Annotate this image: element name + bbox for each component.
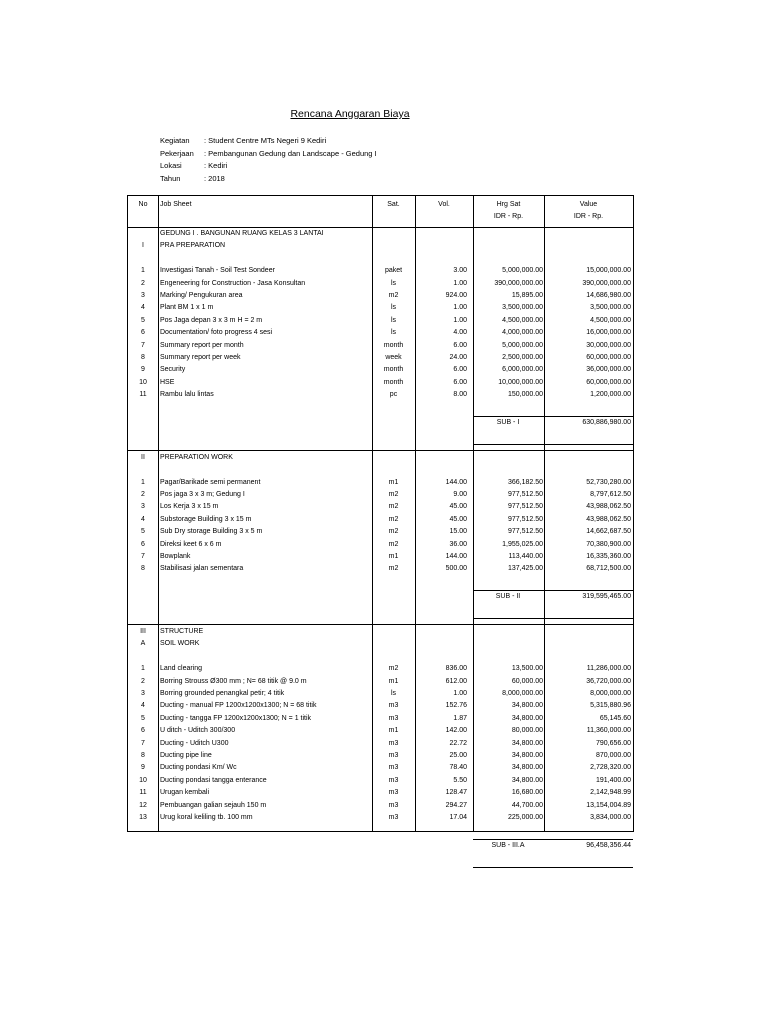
item-unit: m3 <box>388 752 399 759</box>
item-number: 2 <box>141 491 145 498</box>
item-unit: m1 <box>388 727 399 735</box>
item-unit: paket <box>384 267 403 275</box>
item-unit-price: 34,800.00 <box>511 752 543 759</box>
item-unit-price: 366,182.50 <box>507 478 543 486</box>
item-description: Land clearing <box>160 665 203 673</box>
section-title: SOIL WORK <box>160 640 200 648</box>
item-volume: 1.00 <box>453 690 467 697</box>
item-volume: 36.00 <box>449 540 467 548</box>
item-unit-price: 225,000.00 <box>507 814 543 821</box>
section-divider <box>128 450 633 451</box>
item-unit: ls <box>390 329 397 337</box>
section-title: STRUCTURE <box>160 628 204 635</box>
info-key: Pekerjaan <box>160 148 194 158</box>
info-row <box>160 148 377 161</box>
item-description: Pos Jaga depan 3 x 3 m H = 2 m <box>160 316 263 324</box>
section-divider <box>128 624 633 625</box>
item-unit: m1 <box>388 478 399 486</box>
item-description: Borring grounded penangkal petir; 4 titik <box>160 690 285 697</box>
subtotal-divider <box>473 867 633 868</box>
info-value: : Student Centre MTs Negeri 9 Kediri <box>204 136 327 145</box>
item-volume: 25.00 <box>449 752 467 759</box>
subtotal-label: SUB - I <box>496 419 520 426</box>
item-unit: m3 <box>388 814 399 821</box>
item-number: 5 <box>141 316 145 324</box>
item-value: 3,500,000.00 <box>590 304 631 312</box>
subtotal-value: 319,595,465.00 <box>582 593 631 601</box>
info-key: Lokasi <box>160 161 182 170</box>
section-heading-row <box>128 626 633 638</box>
subtotal-label: SUB - III.A <box>491 841 525 849</box>
item-description: Ducting pondasi tangga enterance <box>160 776 267 784</box>
item-unit-price: 977,512.50 <box>507 491 543 498</box>
item-value: 4,500,000.00 <box>590 316 631 324</box>
item-unit: m2 <box>388 503 399 511</box>
item-number: 1 <box>141 665 145 673</box>
item-volume: 5.50 <box>453 776 467 784</box>
item-volume: 4.00 <box>453 329 467 337</box>
item-unit: m2 <box>388 515 399 523</box>
table-row <box>128 812 633 824</box>
item-unit-price: 15,895.00 <box>511 292 543 299</box>
item-number: 4 <box>141 515 145 523</box>
item-value: 43,988,062.50 <box>586 515 631 523</box>
item-value: 8,000,000.00 <box>590 690 631 697</box>
item-value: 16,000,000.00 <box>586 329 631 337</box>
item-unit-price: 10,000,000.00 <box>498 378 543 386</box>
item-value: 11,360,000.00 <box>586 727 631 735</box>
item-unit-price: 34,800.00 <box>511 702 543 710</box>
item-unit-price: 34,800.00 <box>511 714 543 722</box>
item-unit-price: 4,500,000.00 <box>502 316 543 324</box>
item-description: Borring Strouss Ø300 mm ; N= 68 titik @ 9.0 m <box>160 677 307 685</box>
info-row <box>160 160 377 173</box>
subtotal-row <box>128 417 633 429</box>
item-volume: 45.00 <box>449 503 467 511</box>
item-description: U ditch - Uditch 300/300 <box>160 727 236 735</box>
table-row <box>128 526 633 538</box>
item-unit: m3 <box>388 776 399 784</box>
item-description: HSE <box>160 378 175 386</box>
item-number: 12 <box>139 801 147 809</box>
item-unit-price: 977,512.50 <box>507 503 543 511</box>
project-info <box>160 135 377 185</box>
item-number: 3 <box>141 292 145 299</box>
info-value: : Kediri <box>204 161 228 170</box>
item-description: Summary report per month <box>160 341 244 349</box>
info-row <box>160 173 377 186</box>
item-volume: 152.76 <box>445 702 467 710</box>
item-value: 13,154,004.89 <box>586 801 631 809</box>
item-value: 16,335,360.00 <box>586 553 631 560</box>
item-unit-price: 16,680.00 <box>511 789 543 797</box>
item-description: Summary report per week <box>160 354 241 361</box>
item-number: 9 <box>141 366 145 374</box>
section-title: GEDUNG I . BANGUNAN RUANG KELAS 3 LANTAI <box>160 230 324 237</box>
item-unit: m3 <box>388 714 399 722</box>
item-volume: 1.87 <box>453 714 467 722</box>
item-unit-price: 34,800.00 <box>511 764 543 772</box>
table-row <box>128 377 633 389</box>
item-unit-price: 2,500,000.00 <box>502 354 543 361</box>
item-number: 11 <box>139 391 147 399</box>
table-row <box>128 725 633 737</box>
table-row <box>128 477 633 489</box>
item-volume: 1.00 <box>453 304 467 312</box>
item-volume: 45.00 <box>449 515 467 523</box>
item-unit-price: 137,425.00 <box>507 565 543 573</box>
item-value: 390,000,000.00 <box>582 279 631 287</box>
table-row <box>128 514 633 526</box>
item-unit: month <box>383 378 404 386</box>
item-description: Investigasi Tanah - Soil Test Sondeer <box>160 267 275 275</box>
item-volume: 144.00 <box>445 553 467 560</box>
item-volume: 6.00 <box>453 378 467 386</box>
item-number: 2 <box>141 279 145 287</box>
item-value: 30,000,000.00 <box>586 341 631 349</box>
subtotal-value: 630,886,980.00 <box>582 419 631 426</box>
item-value: 60,000,000.00 <box>586 354 631 361</box>
document-title: Rencana Anggaran Biaya <box>290 108 410 120</box>
table-row <box>128 352 633 364</box>
item-volume: 15.00 <box>449 528 467 536</box>
subtotal-value: 96,458,356.44 <box>586 841 631 849</box>
item-value: 3,834,000.00 <box>590 814 631 821</box>
table-row <box>128 700 633 712</box>
subtotal-divider <box>473 618 633 619</box>
table-row <box>128 663 633 675</box>
item-unit-price: 13,500.00 <box>511 665 543 673</box>
table-row <box>128 278 633 290</box>
item-description: Pagar/Barikade semi permanent <box>160 478 261 486</box>
table-row <box>128 738 633 750</box>
item-unit: m3 <box>388 764 399 772</box>
item-unit: ls <box>390 316 397 324</box>
item-value: 14,662,687.50 <box>586 528 631 536</box>
item-unit: pc <box>389 391 398 399</box>
item-unit: m2 <box>388 292 399 299</box>
table-row <box>128 676 633 688</box>
info-key: Kegiatan <box>160 136 190 145</box>
item-number: 9 <box>141 764 145 772</box>
item-volume: 9.00 <box>453 491 467 498</box>
item-description: Ducting - tangga FP 1200x1200x1300; N = 1 titik <box>160 714 312 722</box>
item-number: 13 <box>139 814 147 821</box>
item-number: 10 <box>139 776 147 784</box>
item-unit: ls <box>390 304 397 312</box>
table-row <box>128 800 633 812</box>
header-hrg-currency: IDR - Rp. <box>493 213 524 220</box>
subtotal-label: SUB - II <box>495 593 521 601</box>
header-vol: Vol. <box>438 201 450 208</box>
item-value: 36,000,000.00 <box>586 366 631 374</box>
item-number: 7 <box>141 341 145 349</box>
item-description: Plant BM 1 x 1 m <box>160 304 214 312</box>
subtotal-divider <box>473 444 633 445</box>
item-value: 191,400.00 <box>595 776 631 784</box>
item-number: 5 <box>141 528 145 536</box>
table-row <box>128 762 633 774</box>
table-row <box>128 551 633 563</box>
item-unit-price: 390,000,000.00 <box>494 279 543 287</box>
item-volume: 1.00 <box>453 316 467 324</box>
section-title: PRA PREPARATION <box>160 242 226 250</box>
item-description: Stabilisasi jalan sementara <box>160 565 244 573</box>
item-number: 6 <box>141 727 145 735</box>
item-number: 8 <box>141 565 145 573</box>
item-volume: 144.00 <box>445 478 467 486</box>
item-description: Pos jaga 3 x 3 m; Gedung I <box>160 491 245 498</box>
item-value: 14,686,980.00 <box>586 292 631 299</box>
item-volume: 78.40 <box>449 764 467 772</box>
item-value: 52,730,280.00 <box>586 478 631 486</box>
item-number: 6 <box>141 540 145 548</box>
item-description: Pembuangan galian sejauh 150 m <box>160 801 267 809</box>
item-value: 60,000,000.00 <box>586 378 631 386</box>
item-unit: month <box>383 366 404 374</box>
table-row <box>128 539 633 551</box>
table-row <box>128 775 633 787</box>
item-unit: m2 <box>388 528 399 536</box>
item-unit: week <box>385 354 402 361</box>
item-unit-price: 34,800.00 <box>511 776 543 784</box>
item-volume: 500.00 <box>445 565 467 573</box>
item-description: Substorage Building 3 x 15 m <box>160 515 252 523</box>
item-description: Ducting pondasi Km/ Wc <box>160 764 237 772</box>
item-description: Ducting - Uditch U300 <box>160 739 229 747</box>
item-unit-price: 4,000,000.00 <box>502 329 543 337</box>
item-number: 11 <box>139 789 147 797</box>
item-number: 3 <box>141 503 145 511</box>
header-hrg-sat: Hrg Sat <box>496 201 521 208</box>
item-volume: 294.27 <box>445 801 467 809</box>
table-row <box>128 315 633 327</box>
item-unit-price: 3,500,000.00 <box>502 304 543 312</box>
item-value: 870,000.00 <box>595 752 631 759</box>
item-value: 790,656.00 <box>595 739 631 747</box>
item-unit: m1 <box>388 677 399 685</box>
item-unit: m3 <box>388 702 399 710</box>
item-unit-price: 8,000,000.00 <box>502 690 543 697</box>
item-unit: m3 <box>388 801 399 809</box>
section-number: I <box>142 242 144 250</box>
item-unit: m3 <box>388 789 399 797</box>
item-unit-price: 6,000,000.00 <box>502 366 543 374</box>
table-row <box>128 713 633 725</box>
item-unit-price: 977,512.50 <box>507 515 543 523</box>
item-description: Direksi keet 6 x 6 m <box>160 540 222 548</box>
item-number: 5 <box>141 714 145 722</box>
item-number: 3 <box>141 690 145 697</box>
item-volume: 17.04 <box>449 814 467 821</box>
item-value: 70,380,900.00 <box>586 540 631 548</box>
item-volume: 142.00 <box>445 727 467 735</box>
budget-table <box>127 195 634 849</box>
item-value: 5,315,880.96 <box>590 702 631 710</box>
item-value: 68,712,500.00 <box>586 565 631 573</box>
item-value: 1,200,000.00 <box>590 391 631 399</box>
item-volume: 8.00 <box>453 391 467 399</box>
item-description: Bowplank <box>160 553 191 560</box>
info-value: : 2018 <box>204 173 225 183</box>
subtotal-row <box>128 591 633 603</box>
table-row <box>128 489 633 501</box>
item-value: 2,728,320.00 <box>590 764 631 772</box>
table-row <box>128 688 633 700</box>
item-number: 6 <box>141 329 145 337</box>
item-description: Documentation/ foto progress 4 sesi <box>160 329 273 337</box>
item-unit-price: 34,800.00 <box>511 739 543 747</box>
item-description: Urugan kembali <box>160 789 210 797</box>
item-unit-price: 977,512.50 <box>507 528 543 536</box>
section-heading-row <box>128 452 633 464</box>
table-row <box>128 501 633 513</box>
item-unit: m3 <box>388 739 399 747</box>
item-description: Los Kerja 3 x 15 m <box>160 503 219 511</box>
section-heading-row <box>128 228 633 240</box>
item-unit-price: 1,955,025.00 <box>502 540 543 548</box>
table-row <box>128 364 633 376</box>
item-number: 8 <box>141 752 145 759</box>
item-unit-price: 5,000,000.00 <box>502 341 543 349</box>
item-volume: 924.00 <box>445 292 467 299</box>
item-value: 43,988,062.50 <box>586 503 631 511</box>
header-no: No <box>138 201 148 208</box>
header-value: Value <box>579 201 598 208</box>
info-value: : Pembangunan Gedung dan Landscape - Gedung I <box>204 148 377 158</box>
item-unit: m2 <box>388 565 399 573</box>
item-number: 2 <box>141 677 145 685</box>
item-unit: m2 <box>388 540 399 548</box>
item-number: 7 <box>141 739 145 747</box>
table-row <box>128 787 633 799</box>
table-row <box>128 750 633 762</box>
item-volume: 22.72 <box>449 739 467 747</box>
item-unit: month <box>383 341 404 349</box>
item-volume: 6.00 <box>453 366 467 374</box>
item-unit: ls <box>390 690 397 697</box>
item-value: 8,797,612.50 <box>590 491 631 498</box>
table-row <box>128 340 633 352</box>
item-unit-price: 80,000.00 <box>511 727 543 735</box>
item-unit-price: 150,000.00 <box>507 391 543 399</box>
table-row <box>128 302 633 314</box>
item-unit: m2 <box>388 491 399 498</box>
item-volume: 6.00 <box>453 341 467 349</box>
info-key: Tahun <box>160 173 181 183</box>
item-description: Urug koral keliling tb. 100 mm <box>160 814 253 821</box>
item-number: 7 <box>141 553 145 560</box>
item-number: 4 <box>141 702 145 710</box>
subtotal-row <box>128 840 633 852</box>
table-row <box>128 563 633 575</box>
item-number: 4 <box>141 304 145 312</box>
item-description: Engeneering for Construction - Jasa Konsultan <box>160 279 306 287</box>
item-volume: 836.00 <box>445 665 467 673</box>
item-volume: 612.00 <box>445 677 467 685</box>
section-number: III <box>140 628 146 635</box>
item-description: Sub Dry storage Building 3 x 5 m <box>160 528 263 536</box>
header-value-currency: IDR - Rp. <box>573 213 604 220</box>
item-number: 1 <box>141 478 145 486</box>
item-number: 10 <box>139 378 147 386</box>
item-number: 1 <box>141 267 145 275</box>
item-description: Rambu lalu lintas <box>160 391 214 399</box>
item-description: Ducting - manual FP 1200x1200x1300; N = 68 titik <box>160 702 317 710</box>
item-value: 2,142,948.99 <box>590 789 631 797</box>
item-description: Marking/ Pengukuran area <box>160 292 243 299</box>
item-number: 8 <box>141 354 145 361</box>
item-volume: 128.47 <box>445 789 467 797</box>
table-row <box>128 327 633 339</box>
item-unit-price: 5,000,000.00 <box>502 267 543 275</box>
item-volume: 3.00 <box>453 267 467 275</box>
item-value: 65,145.60 <box>599 714 631 722</box>
section-heading-row <box>128 638 633 650</box>
item-volume: 24.00 <box>449 354 467 361</box>
table-row <box>128 290 633 302</box>
item-value: 11,286,000.00 <box>586 665 631 673</box>
item-unit: ls <box>390 279 397 287</box>
header-sat: Sat. <box>387 201 400 208</box>
section-number: A <box>140 640 146 648</box>
table-row <box>128 389 633 401</box>
item-volume: 1.00 <box>453 279 467 287</box>
item-description: Ducting pipe line <box>160 752 212 759</box>
table-row <box>128 265 633 277</box>
section-title: PREPARATION WORK <box>160 453 233 461</box>
header-job: Job Sheet <box>160 201 192 208</box>
item-unit-price: 44,700.00 <box>511 801 543 809</box>
item-unit: m1 <box>388 553 399 560</box>
item-unit-price: 113,440.00 <box>508 553 543 560</box>
item-unit: m2 <box>388 665 399 673</box>
section-number: II <box>141 453 145 461</box>
info-row <box>160 135 377 148</box>
item-unit-price: 60,000.00 <box>511 677 543 685</box>
section-heading-row <box>128 240 633 252</box>
item-value: 36,720,000.00 <box>586 677 631 685</box>
item-description: Security <box>160 366 186 374</box>
item-value: 15,000,000.00 <box>586 267 631 275</box>
